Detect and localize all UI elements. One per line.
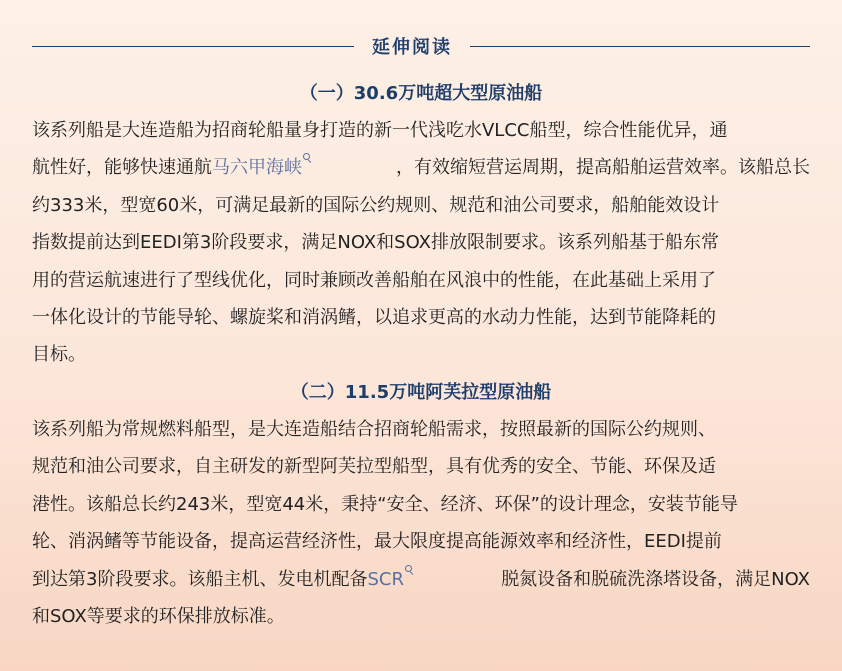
section-body-vlcc (32, 112, 810, 374)
header-rule-right (470, 46, 810, 47)
text-line: 目标。 (32, 344, 86, 366)
section-body-aframax (32, 411, 810, 635)
text-line: 一体化设计的节能导轮、螺旋桨和消涡鳍，以追求更高的水动力性能，达到节能降耗的 (32, 306, 716, 328)
search-icon[interactable] (303, 153, 311, 163)
text-line: 规范和油公司要求，自主研发的新型阿芙拉型船型，具有优秀的安全、节能、环保及适 (32, 456, 716, 478)
term-link-malacca-strait[interactable]: 马六甲海峡 (212, 157, 302, 179)
text-line: 航性好，能够快速通航马六甲海峡 ，有效缩短营运周期，提高船舶运营效率。该船总长 (32, 149, 810, 186)
header-rule-left (32, 46, 354, 47)
text-line: 港性。该船总长约243米，型宽44米，秉持“安全、经济、环保”的设计理念，安装节能导 (32, 493, 738, 515)
text-line: 用的营运航速进行了型线优化，同时兼顾改善船舶在风浪中的性能，在此基础上采用了 (32, 269, 716, 291)
text-line: 到达第3阶段要求。该船主机、发电机配备SCR 脱氮设备和脱硫洗涤塔设备，满足NOX (32, 561, 810, 598)
term-link-scr[interactable]: SCR (367, 568, 404, 590)
text-line: 约333米，型宽60米，可满足最新的国际公约规则、规范和油公司要求，船舶能效设计 (32, 194, 720, 216)
section-heading-aframax: （二）11.5万吨阿芙拉型原油船 (290, 382, 552, 403)
text-line: 和SOX等要求的环保排放标准。 (32, 605, 285, 627)
text-line: 轮、消涡鳍等节能设备，提高运营经济性，最大限度提高能源效率和经济性，EEDI提前 (32, 531, 722, 553)
extended-reading-header (32, 30, 810, 62)
section-vlcc (32, 78, 810, 374)
text-line: 指数提前达到EEDI第3阶段要求，满足NOX和SOX排放限制要求。该系列船基于船东常 (32, 232, 719, 254)
text-line: 该系列船是大连造船为招商轮船量身打造的新一代浅吃水VLCC船型，综合性能优异，通 (32, 120, 728, 141)
section-aframax (32, 377, 810, 635)
header-title: 延伸阅读 (372, 37, 452, 58)
text-line: 该系列船为常规燃料船型，是大连造船结合招商轮船需求，按照最新的国际公约规则、 (32, 419, 716, 440)
search-icon[interactable] (405, 565, 413, 575)
section-heading-vlcc: （一）30.6万吨超大型原油船 (299, 83, 543, 104)
